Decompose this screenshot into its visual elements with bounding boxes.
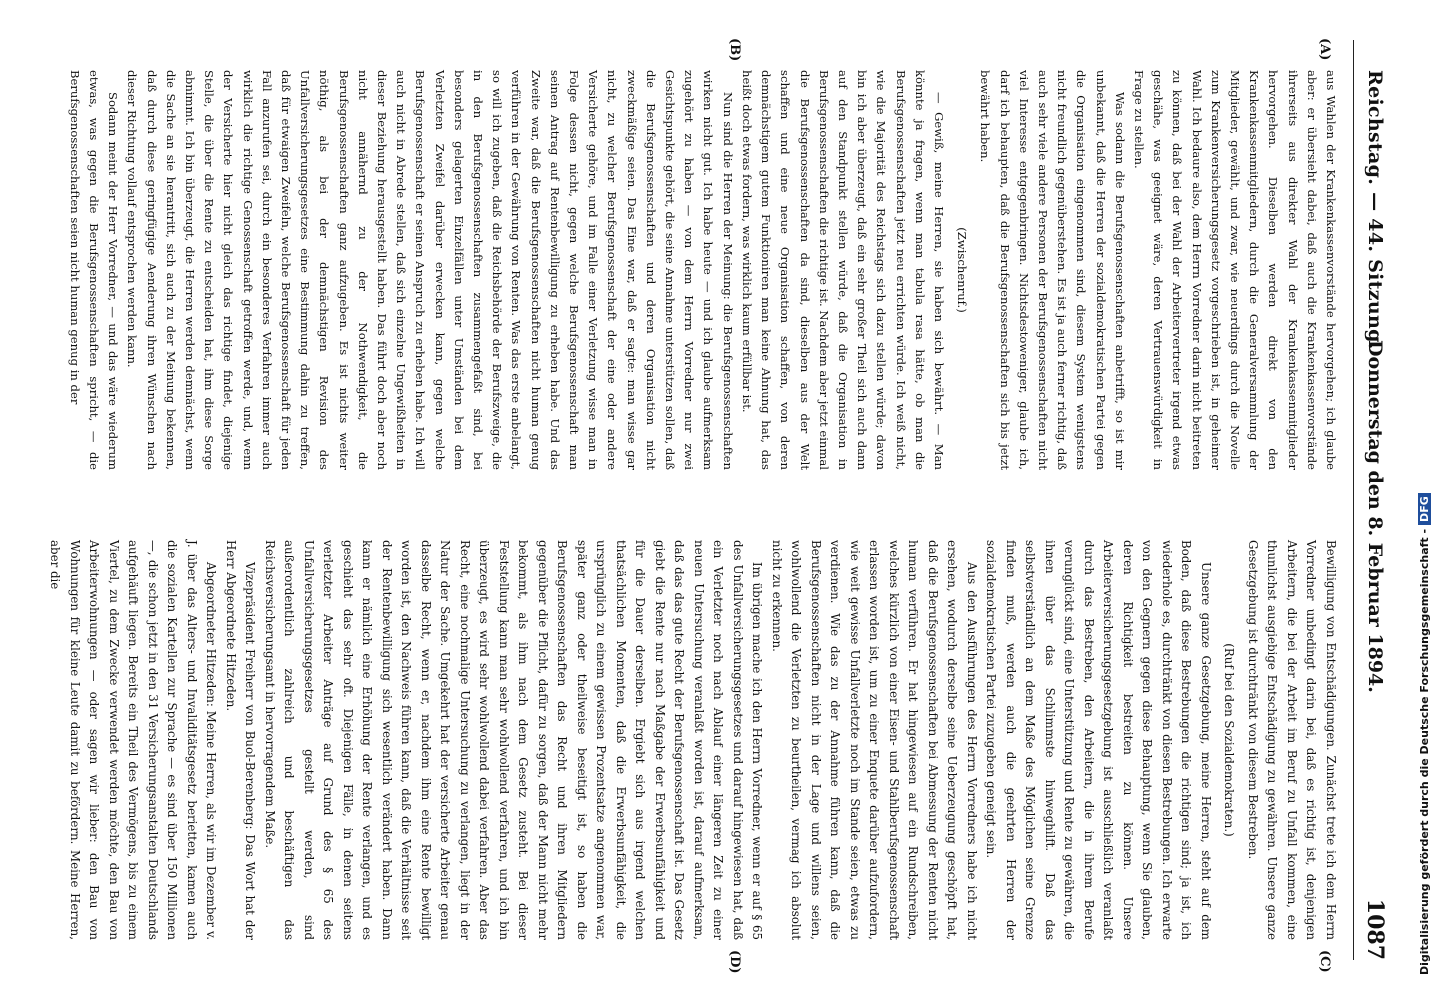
header-session: Reichstag. — 44. Sitzung. [1364, 70, 1386, 350]
margin-mark-a: (A) [1317, 38, 1332, 61]
text-column-left [65, 70, 1340, 470]
interjection: (Zwischenruf.) [955, 227, 970, 313]
page-number: 1087 [1362, 898, 1388, 960]
paragraph: Aus den Ausführungen des Herrn Vorredners habe ich nicht ersehen, wodurch derselbe seine Ueberzeugung geschöpft hat, daß die Berufsgenossenschaften bei Abmessung der Renten nicht human verführen. Er hat hingewiesen auf ein Rundschreiben, welches kürzlich von einer Eisen- und Stahlberufsgenossenschaft erlassen worden ist, um zu einer Enquete darüber aufzufordern, wie weit gewisse Unfallverletzte noch im Stande seien, etwas zu verdienen. Wie das zu der Annahme führen kann, daß die Berufsgenossenschaften nicht in der Lage und willens seien, wohlwollend die Verletzten zu beurtheilen, vermag ich absolut nicht zu erkennen. [770, 540, 979, 940]
speaker-paragraph: Vizepräsident Freiherr von Buol-Berenberg: Das Wort hat der Herr Abgeordnete Hitzeden. [224, 540, 258, 940]
paragraph: Nun sind die Herren der Meinung: die Berufsgenossenschaften wirken nicht gut. Ich habe heute — und ich glaube aufmerksam zugehört zu haben — von dem Herrn Vorredner nur zwei Gesichtspunkte gehört, die seine Annahme unterstützen sollen, daß die Berufsgenossenschaften und deren Organisation nicht zweckmäßige seien. Das Eine war, daß er sagte: man wisse gar nicht, zu welcher Berufsgenossenschaft der eine oder andere Versicherte gehöre, und im Falle einer Verletzung wisse man in Folge dessen nicht, gegen welche Berufsgenossenschaft man seinen Antrag auf Rentenbewilligung zu erheben habe. Und das Zweite war, daß die Berufsgenossenschaften nicht human genug verführen in der Gewährung von Renten. Was das erste anbelangt, so will ich zugeben, daß die Reichsbehörde der Berufszweige, die in den Berufsgenossenschaften zusammengefaßt sind, bei besonders gelagerten Einzelfällen unter Umständen bei dem Verletzten Zweifel darüber erwecken kann, gegen welche Berufsgenossenschaft er seinen Anspruch zu erheben habe. Ich will auch nicht in Abrede stellen, daß sich einzelne Ungewißheiten in dieser Beziehung herausgestellt haben. Das führt doch aber noch nicht annähernd zu der Nothwendigkeit, die Berufsgenossenschaften ganz aufzugeben. Es ist nichts weiter nöthig, als bei der demnächstigen Revision des Unfallversicherungsgesetzes eine Bestimmung dahin zu treffen, daß für etwaigen Zweifeln, welche Berufsgenossenschaft für jeden Fall anzurufen sei, durch ein besonderes Verfahren immer auch wirklich die richtige Genossenschaft getroffen werde, und, wenn der Versicherte hier nicht gleich das richtige findet, diejenige Stelle, die über die Rente zu entscheiden hat, ihm diese Sorge abnimmt. Ich bin überzeugt, die Herren werden demnächst, wenn die Sache an sie herantritt, sich auch zu der Meinung bekennen, daß durch diese geringfügige Aenderung ihren Wünschen nach dieser Richtung vollauf entsprochen werden kann. [125, 70, 735, 470]
margin-mark-c: (C) [1317, 950, 1332, 973]
paragraph: Unsere ganze Gesetzgebung, meine Herren, steht auf dem Boden, daß diese Bestrebungen die richtigen sind; ja ist, ich wiederhole es, durchtränkt von diesen Bestrebungen. Ich erwarte von den Gegnern gegen diese Behauptung, wenn Sie glauben, deren Richtigkeit bestreiten zu können. Unsere Arbeiterversicherungsgesetzgebung ist ausschließlich veranlaßt durch das Bestreben, den Arbeitern, die in ihrem Berufe verunglückt sind, eine Unterstützung und Rente zu gewähren, die ihnen über das Schlimmste hinweghilft. Daß das selbstverständlich an dem Maße des Möglichen seine Grenze finden muß, werden auch die geehrten Herren der sozialdemokratischen Partei zuzugeben geneigt sein. [984, 540, 1213, 940]
paragraph: Bewilligung von Entschädigungen. Zunächst trete ich dem Herrn Vorredner unbedingt darin bei, daß es richtig ist, denjenigen Arbeitern, die bei der Arbeit im Beruf zu Unfall kommen, eine thunlichst ausgiebige Entschädigung zu gewähren. Unsere ganze Gesetzgebung ist durchtränkt von diesem Bestreben. [1246, 540, 1338, 940]
sponsor-text: Digitalisierung gefördert durch die Deutsche Forschungsgemeinschaft - [1418, 528, 1431, 975]
header-date: Donnerstag den 8. Februar 1894. [1364, 340, 1386, 693]
dfg-logo: DFG [1418, 493, 1431, 525]
paragraph: Was sodann die Berufsgenossenschaften anbetrifft, so ist mir unbekannt, daß die Herren der sozialdemokratischen Partei gegen die Organisation eingenommen sind, diesem System wenigstens nicht freundlich gegenüberstehen. Es ist ja auch ferner richtig, daß auch sehr viele andere Personen der Berufsgenossenschaften nicht viel Interesse entgegenbringen. Nichtsdestoweniger, glaube ich, darf ich behaupten, daß die Berufsgenossenschaften sich bis jetzt bewährt haben. [978, 70, 1127, 470]
text-column-right [45, 540, 1340, 940]
paragraph: aus Wahlen der Krankenkassenvorstände hervorgehen; ich glaube aber: er übersieht dabei, daß auch die Krankenkassenvorstände ihrerseits aus direkter Wahl der Krankenkassenmitglieder hervorgehen. Dieselben werden direkt von den Krankenkassenmitgliedern, durch die Generalversammlung der Mitglieder, gewählt, und zwar, wie neuerdings durch die Novelle zum Krankenversicherungsgesetz vorgeschrieben ist, in geheimer Wahl. Ich bedaure also, dem Herrn Vorredner darin nicht beitreten zu können, daß bei der Wahl der Arbeitervertreter irgend etwas geschähe, was geeignet wäre, deren Vertrauenswürdigkeit in Frage zu stellen. [1131, 70, 1338, 470]
margin-mark-b: (B) [727, 38, 742, 62]
margin-mark-d: (D) [727, 950, 742, 974]
speaker-paragraph: Abgeordneter Hitzeden: Meine Herren, als wir im Dezember v. J. über das Alters- und Invaliditätsgesetz berietten, kamen auch die sozialen Kartellen zur Sprache — es sind über 150 Millionen —, die schon jetzt in den 31 Versicherungsanstalten Deutschlands aufgehäuft liegen. Bereits ein Theil des Vermögens, bis zu einem Viertel, zu dem Zwecke verwendet werden möchte, den Bau von Arbeiterwohnungen — oder sagen wir lieber: den Bau von Wohnungen für kleine Leute damit zu befördern. Meine Herren, aber die [48, 540, 219, 940]
paragraph: Im übrigen mache ich den Herrn Vorredner, wenn er auf § 65 des Unfallversicherungsgesetzes und darauf hingewiesen hat, daß ein Verletzter noch nach Ablauf einer längeren Zeit zu einer neuen Untersuchung veranlaßt worden ist, darauf aufmerksam, daß das das gute Recht der Berufsgenossenschaft ist. Das Gesetz giebt die Rente nur nach Maßgabe der Erwerbsunfähigkeit und für die Dauer derselben. Ergiebt sich aus irgend welchen thatsächlichen Momenten, daß die Erwerbsunfähigkeit, die ursprünglich zu einem gewissen Prozentsatze angenommen war, später ganz oder theilweise beseitigt ist, so haben die Berufsgenossenschaften das Recht und ihren Mitgliedern gegenüber die Pflicht, dafür zu sorgen, daß der Mann nicht mehr bekommt, als ihm nach dem Gesetz zusteht. Bei dieser Feststellung kann man sehr wohlwollend verfahren, und ich bin überzeugt, es wird sehr wohlwollend dabei verfahren. Aber das Recht, eine nochmalige Untersuchung zu verlangen, liegt in der Natur der Sache. Umgekehrt hat der versicherte Arbeiter genau dasselbe Recht, wenn er, nachdem ihm eine Rente bewilligt worden ist, den Nachweis führen kann, daß die Verhältnisse seit der Rentenbewilligung sich wesentlich verändert haben. Dann kann er nämlich eine Erhöhung der Rente verlangen, und es geschieht das sehr oft. Diejenigen Fälle, in denen seitens verletzter Arbeiter Anträge auf Grund des § 65 des Unfallversicherungsgesetzes gestellt werden, sind außerordentlich zahlreich und beschäftigen das Reichsversicherungsamt in hervorragendem Maße. [263, 540, 765, 940]
sponsor-line [1418, 493, 1431, 975]
running-header [1353, 40, 1394, 960]
interjection: (Ruf bei den Sozialdemokraten.) [1222, 643, 1237, 837]
paragraph: Sodann meint der Herr Vorredner, — und das wäre wiederum etwas, was gegen die Berufsgenossenschaften spricht, — die Berufsgenossenschaften seien nicht human genug in der [67, 70, 121, 470]
paragraph: — Gewiß, meine Herren, sie haben sich bewährt. — Man könnte ja fragen, wenn man tabula rasa hätte, ob man die Berufsgenossenschaften jetzt neu errichten würde. Ich weiß nicht, wie die Majorität des Reichstags sich dazu stellen würde; davon bin ich aber überzeugt, daß ein sehr großer Theil sich auch dann auf den Standpunkt stellen würde, daß die Organisation in Berufsgenossenschaften die richtige ist. Nachdem aber jetzt einmal die Berufsgenossenschaften da sind, dieselben aus der Welt schaffen und eine neue Organisation schaffen, von deren demnächstigem gutem Funktioniren man keine Ahnung hat, das heißt doch etwas fordern, was wirklich kaum erfüllbar ist. [739, 70, 946, 470]
